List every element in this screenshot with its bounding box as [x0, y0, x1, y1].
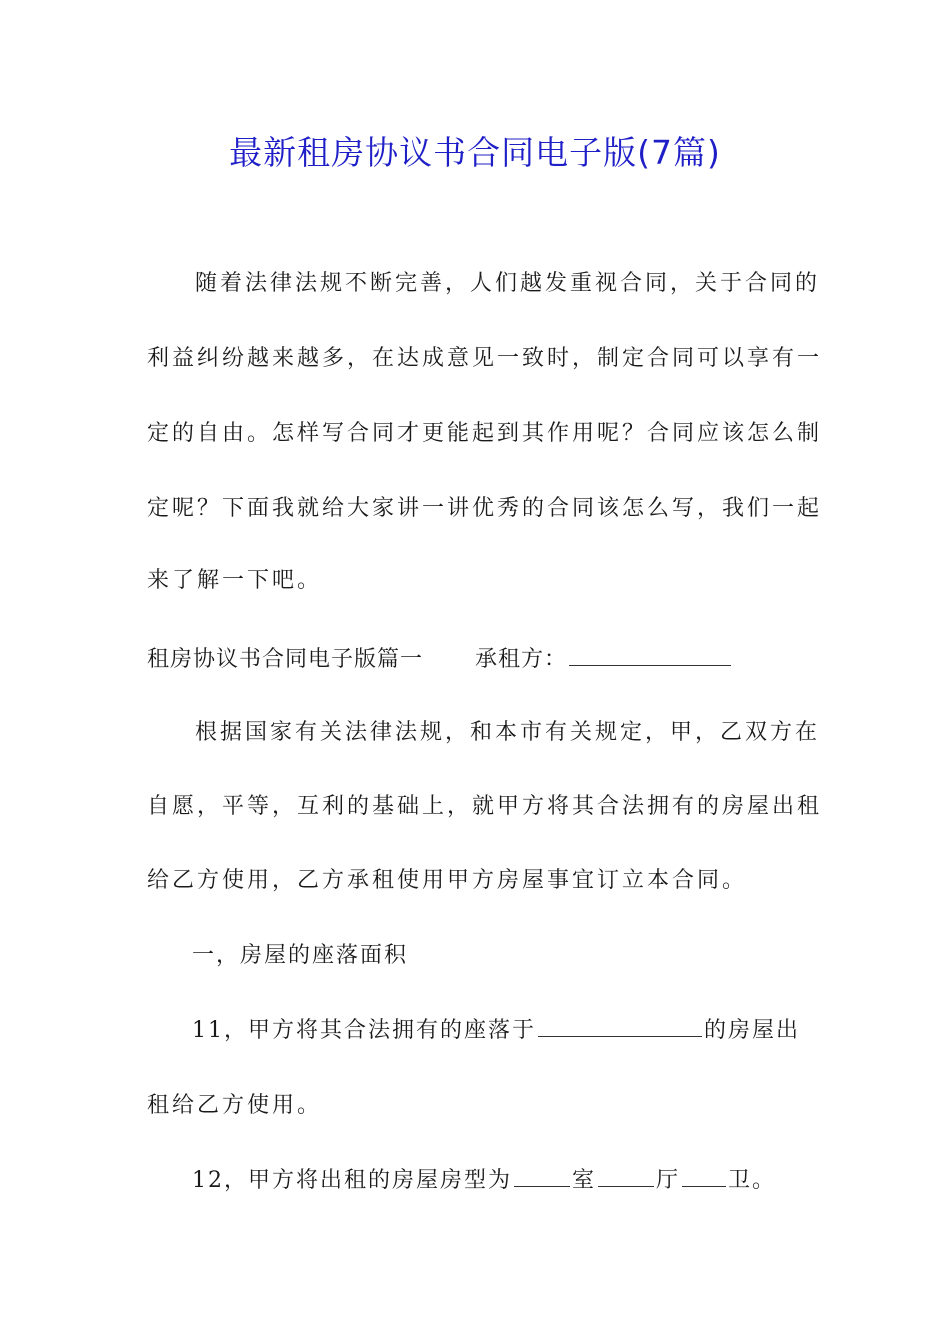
hall-count-blank[interactable] [598, 1162, 654, 1187]
basis-line-1: 根据国家有关法律法规，和本市有关规定，甲，乙双方在 [195, 720, 821, 745]
room-label: 室 [572, 1168, 597, 1193]
bath-count-blank[interactable] [682, 1162, 726, 1187]
clause-11-suffix: 的房屋出 [704, 1018, 801, 1043]
basis-line-3: 给乙方使用，乙方承租使用甲方房屋事宜订立本合同。 [147, 868, 748, 893]
clause-11-prefix: 11，甲方将其合法拥有的座落于 [192, 1018, 536, 1043]
intro-line-1: 随着法律法规不断完善，人们越发重视合同，关于合同的 [195, 271, 821, 296]
lessee-label: 承租方： [475, 647, 568, 672]
intro-line-2: 利益纠纷越来越多，在达成意见一致时，制定合同可以享有一 [147, 346, 823, 371]
room-count-blank[interactable] [514, 1162, 570, 1187]
document-title: 最新租房协议书合同电子版(7篇) [229, 133, 721, 172]
hall-label: 厅 [656, 1168, 681, 1193]
intro-line-4: 定呢？下面我就给大家讲一讲优秀的合同该怎么写，我们一起 [147, 496, 823, 521]
section-heading-row [147, 640, 807, 680]
clause-11-row [192, 1011, 807, 1051]
clause-12-row [192, 1161, 807, 1201]
clause-12-prefix: 12，甲方将出租的房屋房型为 [192, 1168, 512, 1193]
intro-line-3: 定的自由。怎样写合同才更能起到其作用呢？合同应该怎么制 [147, 421, 823, 446]
intro-line-5: 来了解一下吧。 [147, 568, 323, 593]
clause-11-line-2: 租给乙方使用。 [147, 1093, 323, 1118]
lessee-blank[interactable] [569, 641, 731, 666]
section-heading: 租房协议书合同电子版篇一 [147, 647, 424, 672]
bath-label: 卫。 [728, 1168, 777, 1193]
clause-one-heading: 一，房屋的座落面积 [192, 943, 409, 968]
address-blank[interactable] [538, 1012, 702, 1037]
basis-line-2: 自愿，平等，互利的基础上，就甲方将其合法拥有的房屋出租 [147, 794, 823, 819]
